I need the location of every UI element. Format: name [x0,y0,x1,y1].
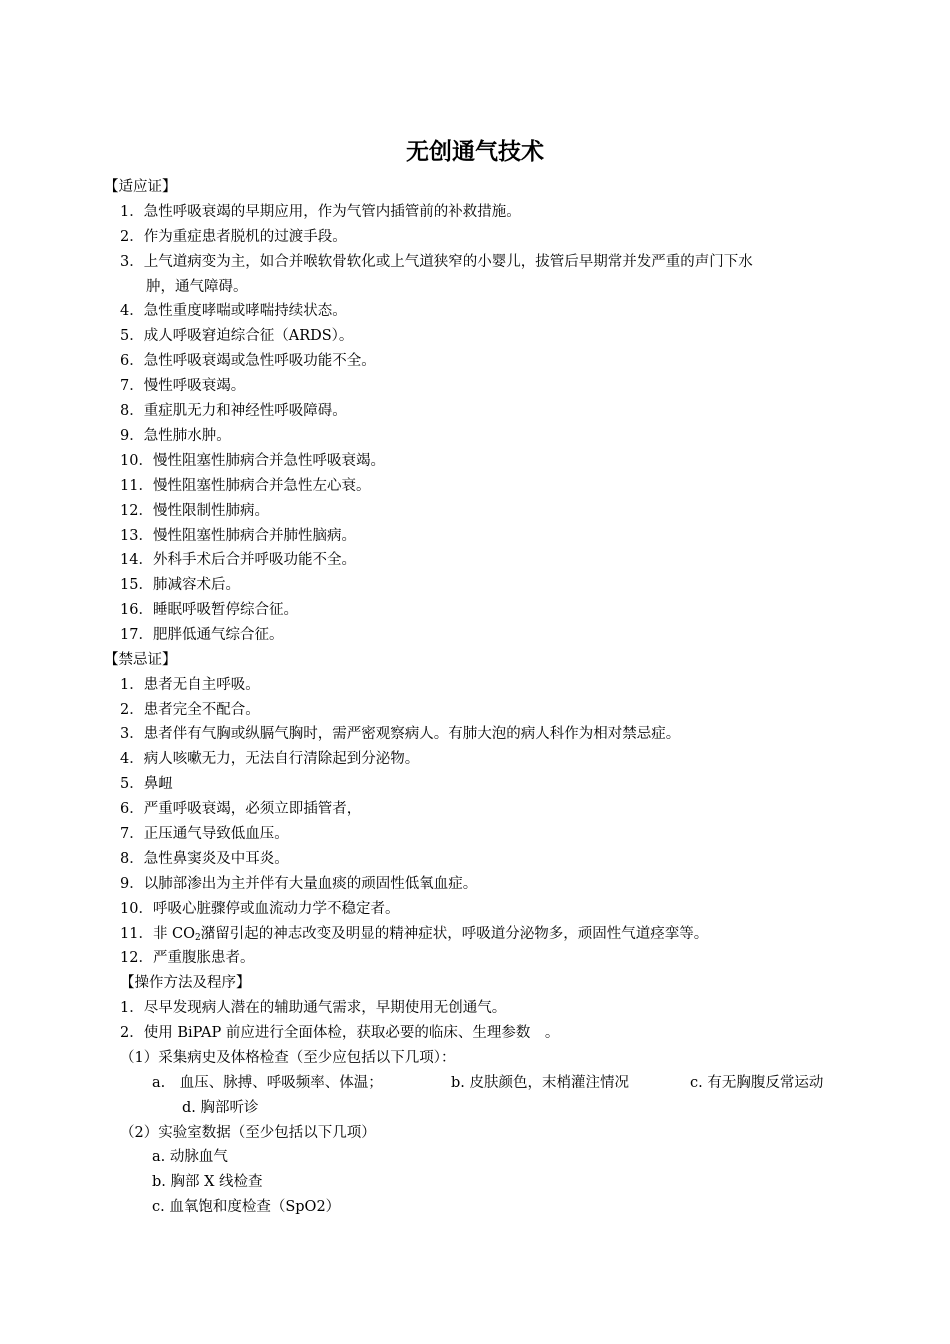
indication-item: 11．慢性阻塞性肺病合并急性左心衰。 [120,478,371,494]
page-title: 无创通气技术 [406,139,544,165]
indication-item: 15．肺减容术后。 [120,577,240,593]
contraindication-item: 6．严重呼吸衰竭，必须立即插管者， [120,801,362,817]
contraindication-item: 2．患者完全不配合。 [120,702,260,718]
indication-item: 5．成人呼吸窘迫综合征（ARDS）。 [120,328,354,344]
indication-item: 13．慢性阻塞性肺病合并肺性脑病。 [120,528,356,544]
sub2-item-b: b. 胸部 X 线检查 [152,1174,263,1190]
contraindication-item: 8．急性鼻窦炎及中耳炎。 [120,851,289,867]
contraindication-item [120,924,708,944]
procedure-heading: 【操作方法及程序】 [120,975,251,991]
contraindication-item: 10．呼吸心脏骤停或血流动力学不稳定者。 [120,901,400,917]
indication-item: 12．慢性限制性肺病。 [120,503,269,519]
sub2-item-c: c. 血氧饱和度检查（SpO2） [152,1199,341,1215]
indication-item: 14．外科手术后合并呼吸功能不全。 [120,552,356,568]
contraindication-item: 12．严重腹胀患者。 [120,950,255,966]
sub2-item-a: a. 动脉血气 [152,1149,228,1165]
procedure-sub2-label: （2）实验室数据（至少包括以下几项） [120,1125,376,1141]
indication-item: 2．作为重症患者脱机的过渡手段。 [120,229,347,245]
subscript-2: 2 [195,933,201,943]
sub1-item-a: a. 血压、脉搏、呼吸频率、体温； [152,1075,383,1091]
indication-item: 17．肥胖低通气综合征。 [120,627,284,643]
indication-item: 10．慢性阻塞性肺病合并急性呼吸衰竭。 [120,453,385,469]
contraindication-item: 9．以肺部渗出为主并伴有大量血痰的顽固性低氧血症。 [120,876,478,892]
contraindication-item: 4．病人咳嗽无力，无法自行清除起到分泌物。 [120,751,420,767]
contraindication-item: 3．患者伴有气胸或纵膈气胸时，需严密观察病人。有肺大泡的病人科作为相对禁忌症。 [120,726,681,742]
indication-item: 9．急性肺水肿。 [120,428,231,444]
contraindications-heading: 【禁忌证】 [104,652,177,668]
indications-heading: 【适应证】 [104,179,177,195]
sub1-item-c: c. 有无胸腹反常运动 [690,1075,824,1091]
contraindication-item: 5．鼻衄 [120,776,173,792]
sub1-item-d: d. 胸部听诊 [182,1100,259,1116]
contraindication-item: 7．正压通气导致低血压。 [120,826,289,842]
contraindication-item-prefix: 11．非 CO [120,926,196,942]
indication-item: 3．上气道病变为主，如合并喉软骨软化或上气道狭窄的小婴儿，拔管后早期常并发严重的声门下水 [120,254,753,270]
procedure-item: 2．使用 BiPAP 前应进行全面体检，获取必要的临床、生理参数 。 [120,1025,560,1041]
procedure-sub1-label: （1）采集病史及体格检查（至少应包括以下几项）： [120,1050,456,1066]
procedure-item: 1．尽早发现病人潜在的辅助通气需求，早期使用无创通气。 [120,1000,507,1016]
indication-item: 6．急性呼吸衰竭或急性呼吸功能不全。 [120,353,376,369]
contraindication-item-suffix: 潴留引起的神志改变及明显的精神症状，呼吸道分泌物多，顽固性气道痉挛等。 [200,926,709,942]
indication-item: 7．慢性呼吸衰竭。 [120,378,246,394]
sub1-item-b: b. 皮肤颜色，末梢灌注情况 [451,1075,629,1091]
indication-item: 1．急性呼吸衰竭的早期应用，作为气管内插管前的补救措施。 [120,204,521,220]
indication-item: 4．急性重度哮喘或哮喘持续状态。 [120,303,347,319]
contraindication-item: 1．患者无自主呼吸。 [120,677,260,693]
indication-item-continuation: 肿，通气障碍。 [146,279,248,295]
indication-item: 8．重症肌无力和神经性呼吸障碍。 [120,403,347,419]
indication-item: 16．睡眠呼吸暂停综合征。 [120,602,298,618]
